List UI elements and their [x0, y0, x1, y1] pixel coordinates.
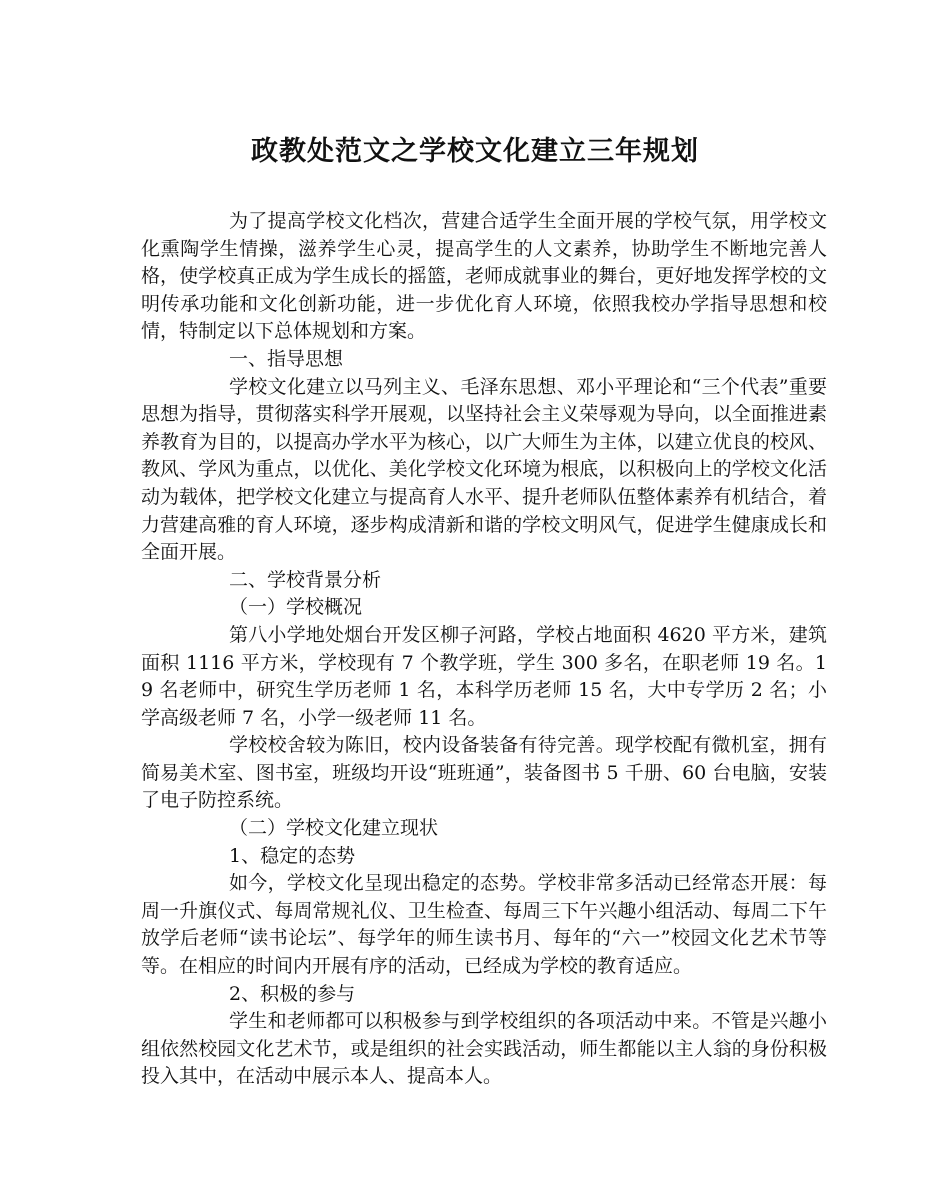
subheading-culture-status: （二）学校文化建立现状: [229, 817, 439, 840]
paragraph-school-overview: 第八小学地处烟台开发区柳子河路，学校占地面积 4620 平方米，建筑面积 1116 平方米，学校现有 7 个教学班，学生 300 多名，在职老师 19 名。19 名老师中，研究生学历老师 1 名，本科学历老师 15 名，大中专学历 2 名；小学高级老师 7 名，小学一级老师 11 名。: [141, 623, 827, 729]
paragraph-intro: 为了提高学校文化档次，营建合适学生全面开展的学校气氛，用学校文化熏陶学生情操，滋养学生心灵，提高学生的人文素养，协助学生不断地完善人格，使学校真正成为学生成长的摇篮，老师成就事业的舞台，更好地发挥学校的文明传承功能和文化创新功能，进一步优化育人环境，依照我校办学指导思想和校情，特制定以下总体规划和方案。: [141, 210, 827, 343]
paragraph-guiding-ideology: 学校文化建立以马列主义、毛泽东思想、邓小平理论和“三个代表”重要思想为指导，贯彻落实科学开展观，以坚持社会主义荣辱观为导向，以全面推进素养教育为目的，以提高办学水平为核心，以广大师生为主体，以建立优良的校风、教风、学风为重点，以优化、美化学校文化环境为根底，以积极向上的学校文化活动为载体，把学校文化建立与提高育人水平、提升老师队伍整体素养有机结合，着力营建高雅的育人环境，逐步构成清新和谐的学校文明风气，促进学生健康成长和全面开展。: [141, 375, 827, 564]
paragraph-active-participation: 学生和老师都可以积极参与到学校组织的各项活动中来。不管是兴趣小组依然校园文化艺术节，或是组织的社会实践活动，师生都能以主人翁的身份积极投入其中，在活动中展示本人、提高本人。: [141, 1010, 827, 1088]
paragraph-stable-trend: 如今，学校文化呈现出稳定的态势。学校非常多活动已经常态开展：每周一升旗仪式、每周常规礼仪、卫生检查、每周三下午兴趣小组活动、每周二下午放学后老师“读书论坛”、每学年的师生读书月、每年的“六一”校园文化艺术节等等。在相应的时间内开展有序的活动，已经成为学校的教育适应。: [141, 872, 827, 978]
document-body: [141, 208, 827, 1091]
subheading-active-participation: 2、积极的参与: [229, 982, 356, 1005]
heading-guiding-ideology: 一、指导思想: [229, 347, 344, 370]
subheading-school-overview: （一）学校概况: [229, 596, 363, 619]
paragraph-facilities: 学校校舍较为陈旧，校内设备装备有待完善。现学校配有微机室，拥有简易美术室、图书室，班级均开设“班班通”，装备图书 5 千册、60 台电脑，安装了电子防控系统。: [141, 734, 827, 812]
heading-background-analysis: 二、学校背景分析: [229, 568, 382, 591]
subheading-stable-trend: 1、稳定的态势: [229, 844, 356, 867]
document-title: 政教处范文之学校文化建立三年规划: [251, 136, 699, 167]
